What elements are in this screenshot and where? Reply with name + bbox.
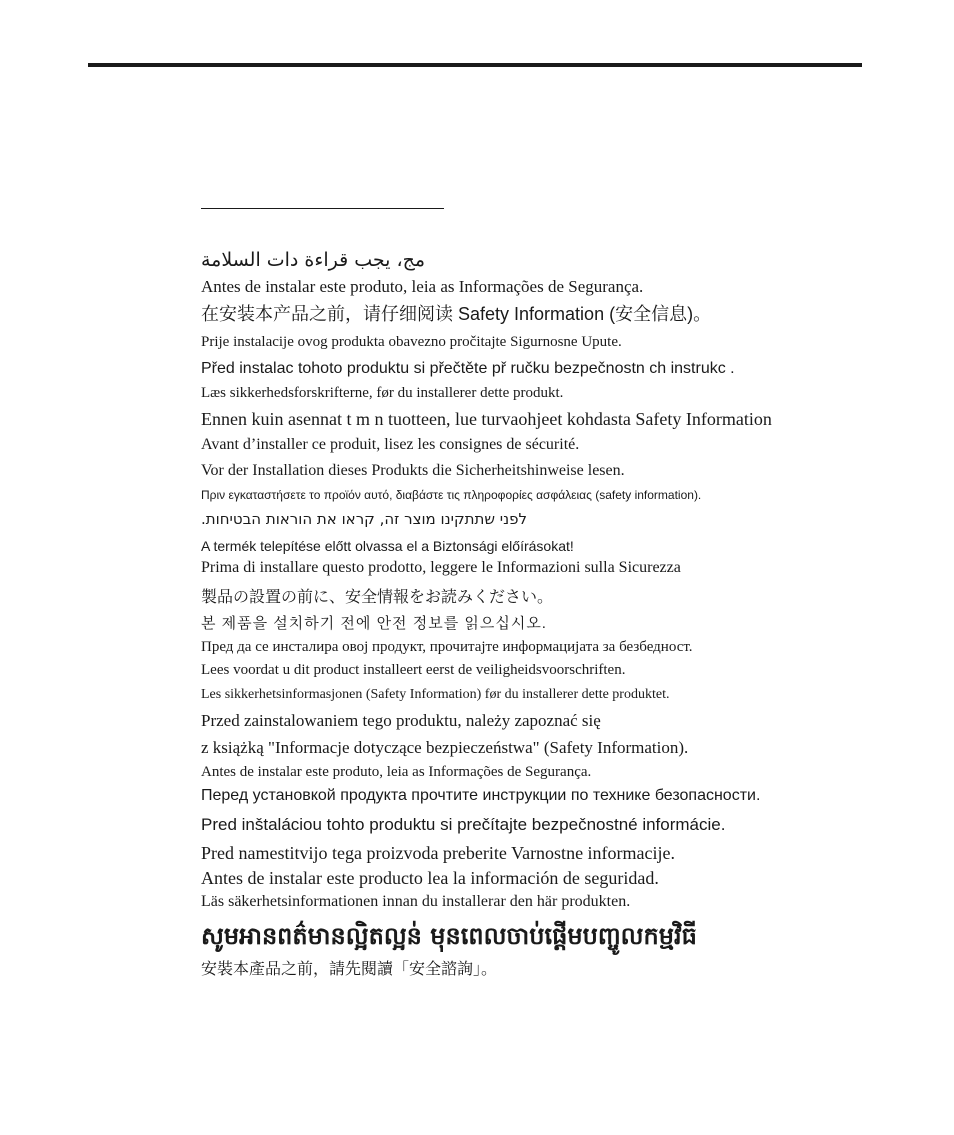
swedish-statement: Läs säkerhetsinformationen innan du installerar den här produkten. [201, 893, 631, 910]
polish-statement-line2: z książką "Informacje dotyczące bezpieczeństwa" (Safety Information). [201, 738, 689, 757]
hungarian-statement: A termék telepítése előtt olvassa el a Biztonsági előírásokat! [201, 538, 574, 554]
japanese-statement: 製品の設置の前に、安全情報をお読みください。 [201, 589, 554, 606]
chinese-traditional-statement: 安裝本產品之前，請先閱讀「安全諮詢」。 [201, 961, 498, 978]
hebrew-statement: לפני שתתקינו מוצר זה, קראו את הוראות הבטיחות. [201, 510, 527, 528]
spanish-statement: Antes de instalar este producto lea la información de seguridad. [201, 868, 659, 888]
slovenian-statement: Pred namestitvijo tega proizvoda preberite Varnostne informacije. [201, 843, 676, 863]
slovak-statement: Pred inštaláciou tohto produktu si prečítajte bezpečnostné informácie. [201, 815, 726, 834]
arabic-statement: مج، يجب قراءة دات السلامة [201, 249, 426, 271]
german-statement: Vor der Installation dieses Produkts die Sicherheitshinweise lesen. [201, 462, 625, 479]
section-rule [201, 208, 444, 209]
dutch-statement: Lees voordat u dit product installeert eerst de veiligheidsvoorschriften. [201, 662, 626, 678]
portuguese-statement: Antes de instalar este produto, leia as Informações de Segurança. [201, 764, 592, 780]
polish-statement-line1: Przed zainstalowaniem tego produktu, należy zapoznać się [201, 711, 601, 730]
finnish-statement: Ennen kuin asennat t m n tuotteen, lue turvaohjeet kohdasta Safety Information [201, 409, 772, 429]
french-statement: Avant d’installer ce produit, lisez les consignes de sécurité. [201, 436, 580, 453]
croatian-statement: Prije instalacije ovog produkta obavezno pročitajte Sigurnosne Upute. [201, 334, 622, 350]
macedonian-statement: Пред да се инсталира овој продукт, прочитајте информацијата за безбедност. [201, 639, 693, 655]
danish-statement: Læs sikkerhedsforskrifterne, før du installerer dette produkt. [201, 385, 564, 401]
norwegian-statement: Les sikkerhetsinformasjonen (Safety Information) før du installerer dette produktet. [201, 687, 670, 702]
korean-statement: 본 제품을 설치하기 전에 안전 정보를 읽으십시오. [201, 615, 547, 632]
czech-statement: Před instalac tohoto produktu si přečtěte př ručku bezpečnostn ch instrukc . [201, 360, 735, 377]
russian-statement: Перед установкой продукта прочтите инструкции по технике безопасности. [201, 787, 761, 804]
khmer-statement: សូមអានពត៌មានល្អិតល្អន់ មុនពេលចាប់ផ្តើមបញ្ចូលកម្មវិធី [201, 922, 697, 950]
portuguese-br-statement: Antes de instalar este produto, leia as Informações de Segurança. [201, 277, 644, 296]
chinese-simplified-statement: 在安装本产品之前，请仔细阅读 Safety Information (安全信息)。 [201, 304, 712, 324]
italian-statement: Prima di installare questo prodotto, leggere le Informazioni sulla Sicurezza [201, 559, 681, 576]
greek-statement: Πριν εγκαταστήσετε το προϊόν αυτό, διαβάστε τις πληροφορίες ασφάλειας (safety information). [201, 488, 702, 502]
top-rule [88, 63, 862, 67]
